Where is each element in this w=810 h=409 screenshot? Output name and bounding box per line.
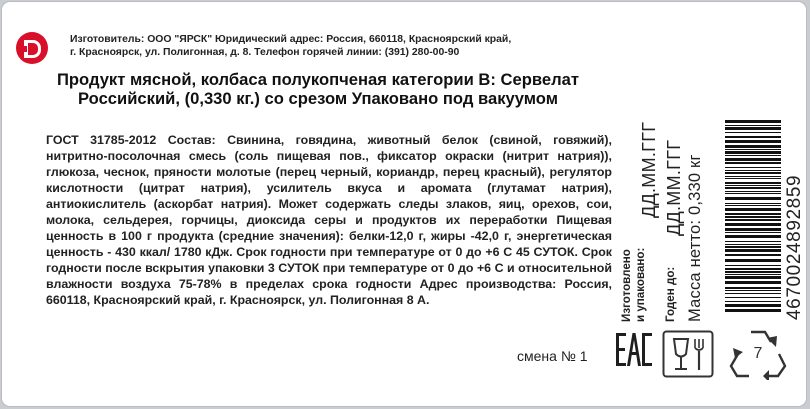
barcode-bar xyxy=(725,170,781,171)
barcode-bar xyxy=(725,281,781,284)
barcode-bar xyxy=(725,145,781,148)
barcode-bar xyxy=(725,223,781,226)
barcode-bar xyxy=(725,167,781,168)
barcode-bar xyxy=(725,213,781,215)
barcode-bar xyxy=(725,162,781,164)
barcode-bar xyxy=(725,193,781,194)
barcode-bar xyxy=(725,259,781,262)
made-label-2: и упаковано: xyxy=(634,247,647,322)
composition-text: ГОСТ 31785-2012 Состав: Свинина, говядина, животный белок (свиной, говяжий), нитритно-посолочная смесь (соль пищевая пов., фиксатор окраски (нитрит натрия)), глюкоза, чеснок, пряности молотые (перец черный, кориандр, перец красный), регулятор кислотности (цитрат натрия), усилитель вкуса и аромата (глутамат натрия), антиокислитель (аскорбат натрия). Может содержать следы злаков, яиц, орехов, сои, молока, сельдерея, горчицы, диоксида серы и продуктов их переработки Пищевая ценность в 100 г продукта (средние значения): белки-12,0 г, жиры -42,0 г, энергетическая ценность - 430 ккал/ 1780 кДж. Срок годности при температуре от 0 до +6 С 45 СУТОК. Срок годности после вскрытия упаковки 3 СУТОК при температуре от 0 до +6 С и относительной влажности воздуха 75-78% в пределах срока годности Адрес производства: Россия, 660118, Красноярский край, г. Красноярск, ул. Полигонная 8 А. xyxy=(46,133,612,307)
product-title-line-1: Продукт мясной, колбаса полукопченая категории В: Сервелат xyxy=(56,70,580,89)
barcode-bar xyxy=(725,276,781,279)
barcode-bar xyxy=(725,172,781,174)
product-title xyxy=(38,70,598,108)
barcode-bar xyxy=(725,304,781,307)
barcode-bar xyxy=(725,246,781,248)
barcode-bar xyxy=(725,235,781,238)
barcode-bar xyxy=(725,274,781,275)
barcode-bar xyxy=(725,187,781,189)
made-label-1: Изготовлено xyxy=(620,249,633,322)
shift-number: смена № 1 xyxy=(517,348,588,364)
barcode-bar xyxy=(725,216,781,218)
expiry-label: Годен до: xyxy=(664,266,677,322)
barcode-bar xyxy=(725,203,781,204)
recycling-code: 7 xyxy=(753,345,763,362)
barcode-bar xyxy=(725,301,781,302)
barcode-bar xyxy=(725,309,781,312)
barcode-bar xyxy=(725,290,781,291)
barcode-bar xyxy=(725,287,781,289)
barcode-bar xyxy=(725,127,781,130)
product-title-line-2: Российский, (0,330 кг.) со срезом Упаковано под вакуумом xyxy=(78,89,558,108)
barcode-bar xyxy=(725,268,781,270)
manufacturer-line-1: Изготовитель: ООО "ЯРСК" Юридический адрес: Россия, 660118, Красноярский край, xyxy=(70,34,512,45)
barcode-bar xyxy=(725,265,781,266)
barcode-bar xyxy=(725,132,781,133)
barcode-bar xyxy=(725,293,781,294)
brand-logo-icon xyxy=(16,32,48,64)
manufacturer-line-2: г. Красноярск, ул. Полигонная, д. 8. Телефон горячей линии: (391) 280-00-90 xyxy=(70,47,460,58)
made-date-value: ДД.ММ.ГГГ xyxy=(639,121,659,218)
barcode-bar xyxy=(725,197,781,200)
barcode-bar xyxy=(725,271,781,273)
barcode-bar xyxy=(725,136,781,138)
barcode-bar xyxy=(725,191,781,192)
manufacturer-info xyxy=(70,33,590,59)
barcode-bar xyxy=(725,241,781,242)
barcode-bar xyxy=(725,219,781,221)
barcode-bar xyxy=(725,149,781,150)
barcode-bar xyxy=(725,176,781,177)
barcode-bar xyxy=(725,182,781,184)
barcode-bar xyxy=(725,254,781,256)
barcode-bar xyxy=(725,120,781,123)
barcode-bar xyxy=(725,232,781,233)
eac-mark-icon xyxy=(616,330,652,370)
barcode-bar xyxy=(725,205,781,206)
expiry-date-value: ДД.ММ.ГГГ xyxy=(664,139,684,236)
product-label xyxy=(2,2,806,406)
barcode-bar xyxy=(725,155,781,156)
glass-fork-icon xyxy=(662,330,714,378)
barcode-bar xyxy=(725,208,781,211)
barcode-bar xyxy=(725,185,781,186)
barcode-number: 4670024892859 xyxy=(784,174,805,320)
barcode-bar xyxy=(725,249,781,252)
barcode-bar xyxy=(725,297,781,298)
barcode-bar xyxy=(725,125,781,126)
barcode xyxy=(725,120,789,314)
barcode-bar xyxy=(725,228,781,231)
net-mass: Масса нетто: 0,330 кг xyxy=(686,154,704,322)
barcode-bar xyxy=(725,158,781,161)
barcode-bar xyxy=(725,140,781,143)
barcode-bar xyxy=(725,178,781,179)
barcode-bar xyxy=(725,244,781,245)
barcode-bar xyxy=(725,151,781,154)
